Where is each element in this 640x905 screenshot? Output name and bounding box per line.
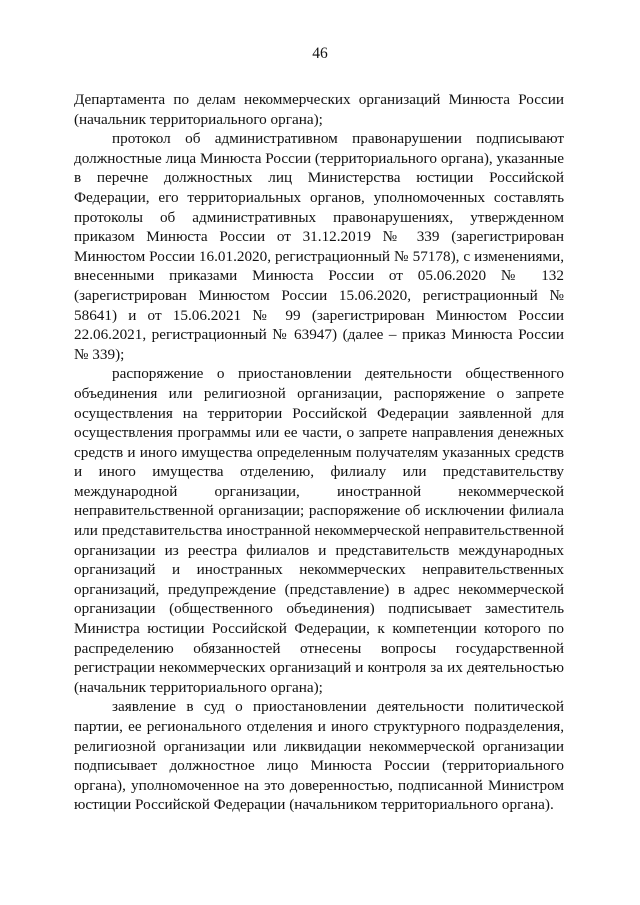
page-number: 46 bbox=[312, 45, 328, 62]
paragraph-2: протокол об административном правонарушении подписывают должностные лица Минюста России (территориального органа), указанные в перечне должностных лиц Министерства юстиции Российской Федерации, его территориальных органов, уполномоченных составлять протоколы об административных правонарушениях, утвержденном приказом Минюста России от 31.12.2019 № 339 (зарегистрирован Минюстом России 16.01.2020, регистрационный № 57178), с изменениями, внесенными приказами Минюста России от 05.06.2020 № 132 (зарегистрирован Минюстом России 15.06.2020, регистрационный № 58641) и от 15.06.2021 № 99 (зарегистрирован Минюстом России 22.06.2021, регистрационный № 63947) (далее – приказ Минюста России № 339); bbox=[74, 130, 564, 363]
paragraph-3: распоряжение о приостановлении деятельности общественного объединения или религиозной организации, распоряжение о запрете осуществления на территории Российской Федерации заявленной для осуществления программы или ее части, о запрете направления денежных средств и иного имущества определенным получателям указанных средств и иного имущества отделению, филиалу или представительству международной организации, иностранной некоммерческой неправительственной организации; распоряжение об исключении филиала или представительства иностранной некоммерческой неправительственной организации из реестра филиалов и представительств международных организаций и иностранных некоммерческих неправительственных организаций, предупреждение (представление) в адрес некоммерческой организации (общественного объединения) подписывает заместитель Министра юстиции Российской Федерации, к компетенции которого по распределению обязанностей отнесены вопросы государственной регистрации некоммерческих организаций и контроля за их деятельностью (начальник территориального органа); bbox=[74, 365, 564, 696]
document-body bbox=[74, 90, 564, 815]
paragraph-1: Департамента по делам некоммерческих организаций Минюста России (начальник территориального органа); bbox=[74, 91, 564, 128]
paragraph-4: заявление в суд о приостановлении деятельности политической партии, ее регионального отделения и иного структурного подразделения, религиозной организации или ликвидации некоммерческой организации подписывает должностное лицо Минюста России (территориального органа), уполномоченное на это доверенностью, подписанной Министром юстиции Российской Федерации (начальником территориального органа). bbox=[74, 698, 564, 814]
